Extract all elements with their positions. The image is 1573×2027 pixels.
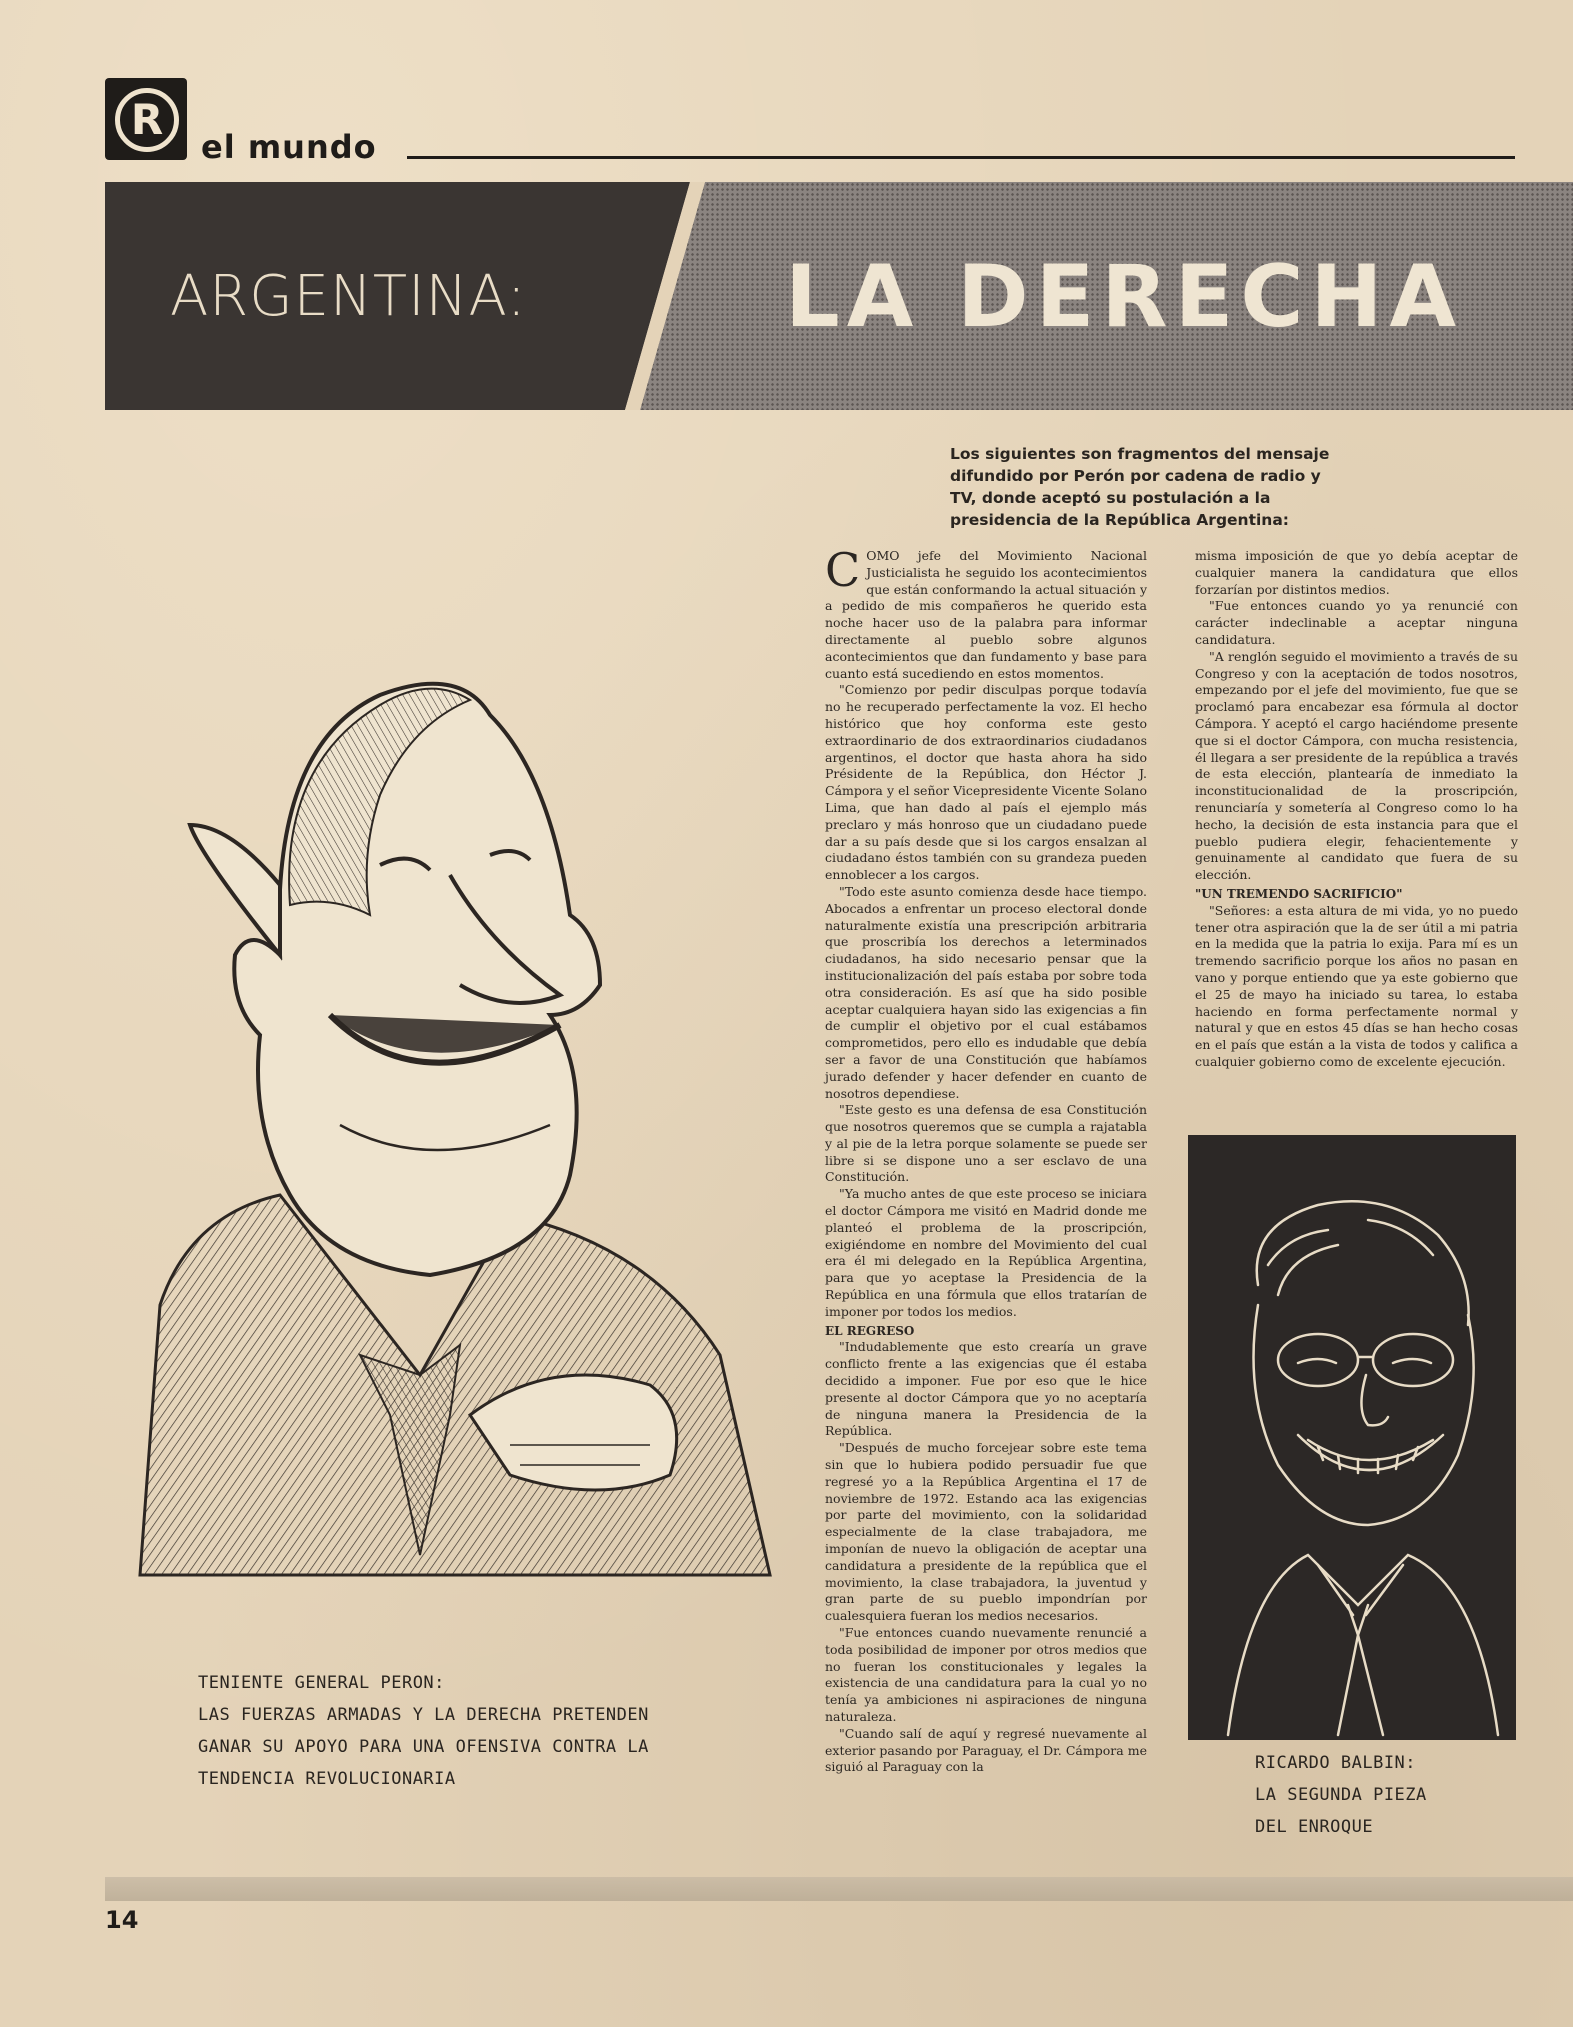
article-column-1	[825, 543, 1147, 1776]
peron-caricature-illustration	[130, 655, 775, 1615]
balbin-caricature-illustration	[1188, 1135, 1516, 1740]
paragraph-text: OMO jefe del Movimiento Nacional Justicialista he seguido los acontecimientos que están conformando la actual situación y a pedido de mis compañeros he querido esta noche hacer uso de la palabra para informar directamente al pueblo sobre algunos acontecimientos que dan fundamento y base para cuanto está sucediendo en estos momentos.	[825, 548, 1147, 681]
caption-line: RICARDO BALBIN:	[1255, 1753, 1417, 1773]
article-lead: Los siguientes son fragmentos del mensaje difundido por Perón por cadena de radio y TV, donde aceptó su postulación a la presidencia de la República Argentina:	[950, 445, 1330, 529]
paragraph: "Después de mucho forcejear sobre este tema sin que lo hubiera podido persuadir fue que regresé yo a la República Argentina el 17 de noviembre de 1972. Estando aca las exigencias por parte del movimiento, con la solidaridad especialmente de la clase trabajadora, me imponían de nuevo la obligación de aceptar una candidatura a presidente de la república que el movimiento, la clase trabajadora, la juventud y gran parte de su pueblo impondrían por cualesquiera fueran los medios necesarios.	[825, 1440, 1147, 1624]
footer-rule	[105, 1877, 1573, 1901]
paragraph: "Indudablemente que esto crearía un grave conflicto frente a las exigencias que él estaba decidido a imponer. Fue por eso que le hice presente al doctor Cámpora que yo no aceptaría de ninguna manera la Presidencia de la República.	[825, 1339, 1147, 1439]
logo-letter: R	[115, 88, 179, 152]
peron-caption	[198, 1667, 758, 1795]
title-band	[105, 182, 1573, 410]
balbin-portrait-frame	[1188, 1135, 1516, 1740]
dropcap: C	[825, 543, 861, 597]
paragraph	[825, 543, 1147, 682]
article-column-2	[1195, 548, 1518, 1071]
caption-line: TENIENTE GENERAL PERON:	[198, 1673, 445, 1693]
title-country: ARGENTINA:	[170, 264, 527, 329]
paragraph: "Cuando salí de aquí y regresé nuevamente al exterior pasando por Paraguay, el Dr. Cámpora me siguió al Paraguay con la	[825, 1725, 1147, 1775]
paragraph: "Todo este asunto comienza desde hace tiempo. Abocados a enfrentar un proceso electoral donde naturalmente existía una prescripción arbitraria que proscribía los derechos a leterminados ciudadanos, ha sido necesario pensar que la institucionalización del país estaba por sobre toda otra consideración. Es así que ha sido posible aceptar cualquiera hayan sido las exigencias a fin de cumplir el objetivo por el cual estábamos comprometidos, pero ello es indudable que debía ser a favor de una Constitución que habíamos jurado defender y hacer defender en cuanto de nosotros dependiese.	[825, 883, 1147, 1101]
caption-line: LAS FUERZAS ARMADAS Y LA DERECHA PRETENDEN	[198, 1705, 649, 1725]
caption-line: DEL ENROQUE	[1255, 1817, 1374, 1837]
paragraph: "Fue entonces cuando yo ya renuncié con carácter indeclinable a aceptar ninguna candidatura.	[1195, 598, 1518, 647]
caption-line: LA SEGUNDA PIEZA	[1255, 1785, 1427, 1805]
section-rule	[407, 156, 1515, 159]
paragraph: "Comienzo por pedir disculpas porque todavía no he recuperado perfectamente la voz. El hecho histórico que hoy conforma este gesto extraordinario de dos extraordinarios ciudadanos argentinos, el doctor que hasta ahora ha sido Présidente de la República, don Héctor J. Cámpora y el señor Vicepresidente Vicente Solano Lima, que han dado al país el ejemplo más preclaro y más honroso que un ciudadano puede dar a su país desde que si los cargos ensalzan al ciudadano éstos también con su grandeza pueden ennoblecer a los cargos.	[825, 682, 1147, 883]
paragraph: misma imposición de que yo debía aceptar de cualquier manera la candidatura que ellos forzarían por distintos medios.	[1195, 548, 1518, 597]
section-header	[105, 78, 1515, 168]
caption-line: GANAR SU APOYO PARA UNA OFENSIVA CONTRA LA	[198, 1737, 649, 1757]
paragraph: "A renglón seguido el movimiento a través de su Congreso y con la aceptación de todos nosotros, empezando por el jefe del movimiento, fue que se proclamó para encabezar esa fórmula al doctor Cámpora. Y aceptó el cargo haciéndome presente que si el doctor Cámpora, con mucha resistencia, él llegara a ser presidente de la república a través de esta elección, plantearía de inmediato la inconstitucionalidad de la proscripción, renunciaría y sometería al Congreso como lo ha hecho, la decisión de esta instancia para que el pueblo pudiera elegir, fehacientemente y genuinamente al candidato que fuera de su elección.	[1195, 648, 1518, 883]
subhead-el-regreso: EL REGRESO	[825, 1323, 915, 1338]
section-name: el mundo	[201, 128, 377, 166]
title-main: LA DERECHA	[785, 247, 1464, 347]
paragraph: "Fue entonces cuando nuevamente renuncié a toda posibilidad de imponer por otros medios que no fueran los constitucionales y legales la existencia de una candidatura para la cual yo no tenía ya ambiciones ni aspiraciones de ninguna naturaleza.	[825, 1625, 1147, 1724]
paragraph: "Señores: a esta altura de mi vida, yo no puedo tener otra aspiración que la de ser útil a mi patria en la medida que la patria lo exija. Para mí es un tremendo sacrificio porque los años no pasan en vano y porque entiendo que ya este gobierno que el 25 de mayo ha iniciado su tarea, lo estaba haciendo en forma perfectamente normal y natural y que en estos 45 días se han hecho cosas en el país que están a la vista de todos y califica a cualquier gobierno como de excelente ejecución.	[1195, 902, 1518, 1069]
caption-line: TENDENCIA REVOLUCIONARIA	[198, 1769, 456, 1789]
page-number: 14	[105, 1906, 139, 1934]
paragraph: "Este gesto es una defensa de esa Constitución que nosotros queremos que se cumpla a rajatabla y al pie de la letra porque solamente se puede ser libre si se dispone uno a ser esclavo de una Constitución.	[825, 1102, 1147, 1185]
subhead-sacrificio: "UN TREMENDO SACRIFICIO"	[1195, 886, 1403, 901]
paragraph: "Ya mucho antes de que este proceso se iniciara el doctor Cámpora me visitó en Madrid donde me planteó el problema de la proscripción, exigiéndome en nombre del Movimiento del cual era él mi delegado en la República Argentina, para que yo aceptase la Presidencia de la República en una fórmula que ellos tratarían de imponer por todos los medios.	[825, 1186, 1147, 1319]
magazine-logo	[105, 78, 187, 160]
balbin-caption	[1255, 1747, 1485, 1843]
